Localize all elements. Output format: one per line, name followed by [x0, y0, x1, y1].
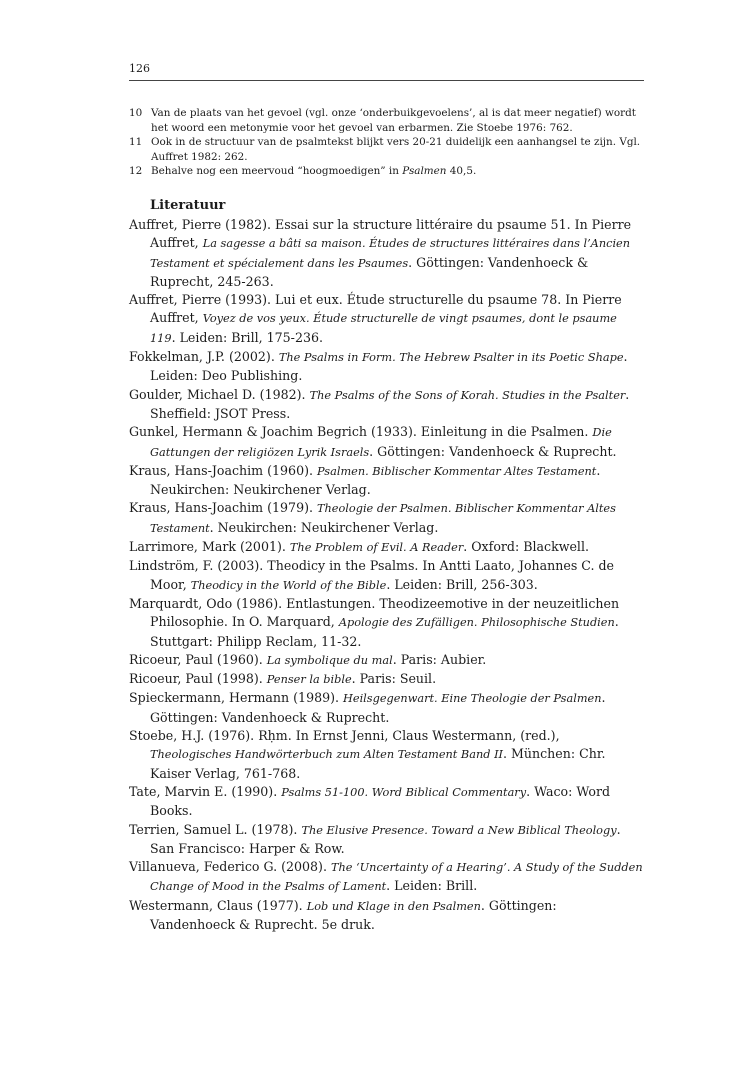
entry-text: Lindström, F. (2003). Theodicy in the Psalms. In Antti Laato, Johannes C. de Moor,: [129, 558, 614, 592]
entry-text: Tate, Marvin E. (1990).: [129, 783, 282, 799]
entry-title: Psalms 51-100. Word Biblical Commentary: [281, 785, 527, 799]
footnote-number: 11: [129, 136, 143, 148]
entry-text: Kraus, Hans-Joachim (1979).: [129, 500, 317, 516]
entry-title: The ‘Uncertainty of a Hearing’. A Study of the Sudden Change of Mood in the Psalms of Lament: [150, 861, 643, 894]
entry-text: Goulder, Michael D. (1982).: [129, 386, 310, 402]
entry-text: Auffret, Pierre (1982). Essai sur la structure littéraire du psaume 51. In Pierre Auffret,: [129, 217, 632, 251]
entry-publisher: . München: Chr. Kaiser Verlag, 761-768.: [150, 746, 606, 781]
bibliography-entry: [129, 348, 643, 386]
page-number: 126: [129, 62, 150, 75]
entry-publisher: . Neukirchen: Neukirchener Verlag.: [150, 462, 601, 498]
footnotes: [129, 106, 645, 179]
footnote: [129, 164, 645, 179]
bibliography-entry: [129, 821, 643, 859]
bibliography-entry: [129, 499, 643, 538]
entry-publisher: . Waco: Word Books.: [150, 783, 611, 819]
entry-title: La symbolique du mal: [266, 653, 393, 667]
bibliography-entry: [129, 557, 643, 595]
entry-title: Lob und Klage in den Psalmen: [306, 899, 481, 913]
footnote-text-end: 40,5.: [446, 165, 477, 177]
entry-publisher: . San Francisco: Harper & Row.: [150, 821, 621, 856]
footnote-italic: Psalmen: [402, 165, 447, 177]
bibliography-entry: [129, 538, 643, 557]
bibliography-entry: [129, 423, 643, 462]
entry-publisher: . Leiden: Deo Publishing.: [150, 349, 628, 384]
running-header: [129, 62, 644, 81]
entry-publisher: . Paris: Seuil.: [351, 671, 437, 687]
entry-text: Ricoeur, Paul (1998).: [129, 671, 267, 687]
bibliography-entry: [129, 651, 643, 670]
entry-text: Westermann, Claus (1977).: [129, 897, 307, 913]
entry-title: Theologie der Psalmen. Biblischer Kommentar Altes Testament: [150, 502, 616, 535]
entry-publisher: . Oxford: Blackwell.: [463, 539, 589, 555]
entry-title: The Elusive Presence. Toward a New Biblical Theology: [301, 823, 617, 837]
entry-publisher: . Neukirchen: Neukirchener Verlag.: [209, 519, 439, 535]
entry-text: Auffret, Pierre (1993). Lui et eux. Étude structurelle du psaume 78. In Pierre Auffret,: [129, 292, 622, 326]
footnote-text: Ook in de structuur van de psalmtekst blijkt vers 20-21 duidelijk een aanhangsel te zijn. Vgl. Auffret 1982: 262.: [151, 136, 641, 163]
bibliography-entry: [129, 858, 643, 897]
entry-publisher: . Göttingen: Vandenhoeck & Ruprecht. 5e druk.: [150, 897, 557, 932]
entry-text: Marquardt, Odo (1986). Entlastungen. Theodizeemotive in der neuzeitlichen Philosophie. In O. Marquard,: [129, 595, 620, 630]
bibliography-entry: [129, 386, 643, 424]
entry-publisher: . Leiden: Brill, 175-236.: [171, 329, 323, 345]
entry-publisher: . Göttingen: Vandenhoeck & Ruprecht, 245-263.: [150, 254, 589, 289]
entry-text: Terrien, Samuel L. (1978).: [129, 821, 302, 837]
entry-publisher: . Paris: Aubier.: [392, 651, 487, 667]
bibliography-entry: [129, 897, 643, 935]
entry-publisher: . Leiden: Brill, 256-303.: [386, 576, 538, 592]
entry-text: Larrimore, Mark (2001).: [129, 539, 290, 555]
entry-publisher: . Sheffield: JSOT Press.: [150, 386, 630, 421]
bibliography-entry: [129, 689, 643, 727]
bibliography-entry: [129, 783, 643, 821]
entry-publisher: . Stuttgart: Philipp Reclam, 11-32.: [150, 614, 619, 649]
entry-title: Apologie des Zufälligen. Philosophische Studien: [338, 616, 615, 630]
footnote: [129, 106, 645, 135]
entry-title: Die Gattungen der religiözen Lyrik Israels: [150, 426, 612, 459]
entry-publisher: . Göttingen: Vandenhoeck & Ruprecht.: [150, 690, 606, 725]
entry-publisher: . Göttingen: Vandenhoeck & Ruprecht.: [369, 443, 617, 459]
entry-text: Ricoeur, Paul (1960).: [129, 651, 267, 667]
entry-text: Fokkelman, J.P. (2002).: [129, 349, 279, 365]
section-heading: Literatuur: [150, 198, 226, 213]
entry-publisher: . Leiden: Brill.: [386, 878, 478, 894]
entry-text: Villanueva, Federico G. (2008).: [129, 859, 331, 875]
entry-title: La sagesse a bâti sa maison. Études de structures littéraires dans l’Ancien Testament et spécialement dans les Psaumes: [150, 237, 631, 270]
entry-title: The Psalms of the Sons of Korah. Studies in the Psalter: [309, 388, 626, 402]
entry-text: Spieckermann, Hermann (1989).: [129, 690, 344, 706]
bibliography-entry: [129, 291, 643, 348]
bibliography-entry: [129, 727, 643, 783]
entry-title: Psalmen. Biblischer Kommentar Altes Testament: [317, 464, 597, 478]
entry-title: Theodicy in the World of the Bible: [190, 578, 387, 592]
entry-title: Heilsgegenwart. Eine Theologie der Psalmen: [343, 692, 602, 706]
entry-title: Penser la bible: [266, 673, 352, 687]
bibliography-list: [129, 216, 643, 934]
footnote-number: 10: [129, 107, 143, 119]
bibliography-entry: [129, 216, 643, 291]
entry-title: Voyez de vos yeux. Étude structurelle de vingt psaumes, dont le psaume 119: [150, 312, 617, 345]
bibliography-entry: [129, 462, 643, 500]
bibliography-entry: [129, 595, 643, 651]
entry-text: Kraus, Hans-Joachim (1960).: [129, 462, 317, 478]
entry-text: Stoebe, H.J. (1976). Rḥm. In Ernst Jenni, Claus Westermann, (red.),: [129, 728, 560, 744]
entry-title: The Problem of Evil. A Reader: [289, 541, 464, 555]
entry-title: Theologisches Handwörterbuch zum Alten Testament Band II: [150, 748, 503, 762]
bibliography-entry: [129, 670, 643, 689]
footnote-text: Behalve nog een meervoud “hoogmoedigen” in: [151, 165, 403, 177]
footnote: [129, 135, 645, 164]
entry-text: Gunkel, Hermann & Joachim Begrich (1933). Einleitung in die Psalmen.: [129, 424, 593, 440]
footnote-text: Van de plaats van het gevoel (vgl. onze ‘onderbuikgevoelens’, al is dat meer negatief) wordt het woord een metonymie voor het gevoel van erbarmen. Zie Stoebe 1976: 762.: [151, 107, 636, 134]
footnote-number: 12: [129, 165, 143, 177]
entry-title: The Psalms in Form. The Hebrew Psalter in its Poetic Shape: [278, 351, 624, 365]
